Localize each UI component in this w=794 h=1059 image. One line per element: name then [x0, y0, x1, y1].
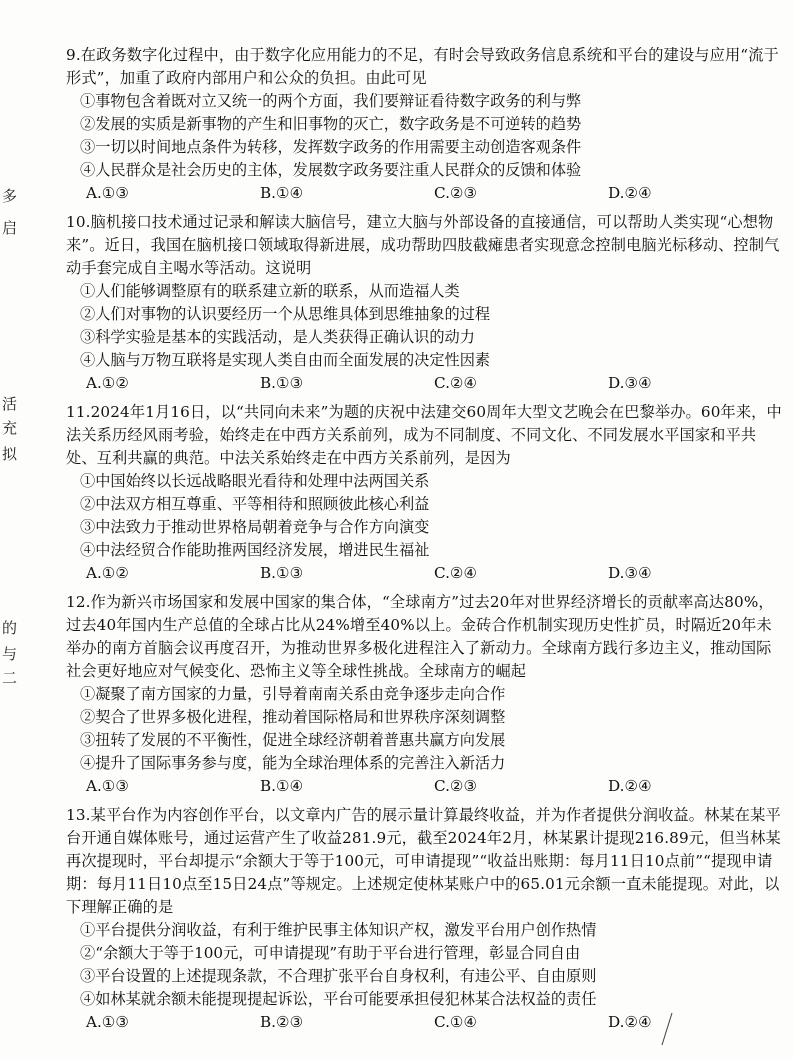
statement-4: ④如林某就余额未能提现提起诉讼，平台可能要承担侵犯林某合法权益的责任	[80, 990, 597, 1008]
answer-choices	[66, 182, 782, 205]
choice-a: A.①②	[86, 374, 130, 392]
question-13	[66, 804, 782, 1034]
margin-char: 拟	[2, 445, 18, 463]
statement-4: ④人脑与万物互联将是实现人类自由而全面发展的决定性因素	[80, 351, 491, 369]
choice-d: D.③④	[608, 374, 652, 392]
question-11	[66, 401, 782, 585]
margin-char: 活	[2, 395, 18, 413]
statement-3: ③扭转了发展的不平衡性，促进全球经济朝着普惠共赢方向发展	[80, 731, 506, 749]
question-stem: 11.2024年1月16日，以“共同向未来”为题的庆祝中法建交60周年大型文艺晚会在巴黎举办。60年来，中法关系历经风雨考验，始终走在中西方关系前列，成为不同制度、不同文化、不同发展水平国家和平共处、互利共赢的典范。中法关系始终走在中西方关系前列，是因为	[66, 403, 782, 467]
question-12	[66, 591, 782, 798]
statement-1: ①中国始终以长远战略眼光看待和处理中法两国关系	[80, 472, 430, 490]
choice-c: C.②③	[434, 777, 478, 795]
statement-2: ②“余额大于等于100元，可申请提现”有助于平台进行管理，彰显合同自由	[80, 944, 581, 962]
choice-b: B.②③	[260, 1013, 304, 1031]
statement-4: ④提升了国际事务参与度，能为全球治理体系的完善注入新活力	[80, 754, 506, 772]
choice-d: D.②④	[608, 184, 652, 202]
statement-1: ①凝聚了南方国家的力量，引导着南南关系由竞争逐步走向合作	[80, 685, 506, 703]
statement-2: ②中法双方相互尊重、平等相待和照顾彼此核心利益	[80, 495, 430, 513]
question-stem: 12.作为新兴市场国家和发展中国家的集合体，“全球南方”过去20年对世界经济增长的贡献率高达80%，过去40年国内生产总值的全球占比从24%增至40%以上。金砖合作机制实现历史性扩员，时隔近20年未举办的南方首脑会议再度召开，为推动世界多极化进程注入了新动力。全球南方践行多边主义，推动国际社会更好地应对气候变化、恐怖主义等全球性挑战。全球南方的崛起	[66, 593, 774, 680]
pen-mark-icon	[658, 1011, 676, 1047]
answer-choices	[66, 775, 782, 798]
statement-2: ②人们对事物的认识要经历一个从思维具体到思维抽象的过程	[80, 305, 491, 323]
statement-3: ③平台设置的上述提现条款，不合理扩张平台自身权利，有违公平、自由原则	[80, 967, 597, 985]
answer-choices	[66, 562, 782, 585]
answer-choices	[66, 372, 782, 395]
choice-a: A.①③	[86, 1013, 130, 1031]
margin-char: 多	[2, 187, 18, 205]
margin-char: 二	[2, 669, 18, 687]
statement-1: ①平台提供分润收益，有利于维护民事主体知识产权，激发平台用户创作热情	[80, 921, 597, 939]
statement-3: ③科学实验是基本的实践活动，是人类获得正确认识的动力	[80, 328, 475, 346]
statement-3: ③中法致力于推动世界格局朝着竞争与合作方向演变	[80, 518, 430, 536]
choice-a: A.①③	[86, 777, 130, 795]
statement-4: ④中法经贸合作能助推两国经济发展，增进民生福祉	[80, 541, 430, 559]
choice-c: C.①④	[434, 1013, 478, 1031]
left-margin-fragments	[0, 0, 40, 1059]
choice-d: D.②④	[608, 1013, 652, 1031]
choice-c: C.②③	[434, 184, 478, 202]
question-9	[66, 44, 782, 205]
choice-c: C.②④	[434, 374, 478, 392]
choice-b: B.①④	[260, 184, 304, 202]
choice-d: D.③④	[608, 564, 652, 582]
choice-b: B.①④	[260, 777, 304, 795]
choice-a: A.①②	[86, 564, 130, 582]
question-stem: 13.某平台作为内容创作平台，以文章内广告的展示量计算最终收益，并为作者提供分润收益。林某在某平台开通自媒体账号，通过运营产生了收益281.9元，截至2024年2月，林某累计提现216.89元，但当林某再次提现时，平台却提示“余额大于等于100元，可申请提现”“收益出账期：每月11日10点前”“提现申请期：每月11日10点至15日24点”等规定。上述规定使林某账户中的65.01元余额一直未能提现。对此，以下理解正确的是	[66, 806, 781, 916]
choice-a: A.①③	[86, 184, 130, 202]
margin-char: 与	[2, 645, 18, 663]
question-10	[66, 211, 782, 395]
margin-char: 充	[2, 419, 18, 437]
choice-b: B.①③	[260, 374, 304, 392]
statement-2: ②契合了世界多极化进程，推动着国际格局和世界秩序深刻调整	[80, 708, 506, 726]
question-list	[66, 44, 782, 1040]
choice-b: B.①③	[260, 564, 304, 582]
choice-c: C.②④	[434, 564, 478, 582]
statement-1: ①人们能够调整原有的联系建立新的联系，从而造福人类	[80, 282, 460, 300]
statement-2: ②发展的实质是新事物的产生和旧事物的灭亡，数字政务是不可逆转的趋势	[80, 115, 582, 133]
statement-4: ④人民群众是社会历史的主体，发展数字政务要注重人民群众的反馈和体验	[80, 161, 582, 179]
statement-3: ③一切以时间地点条件为转移，发挥数字政务的作用需要主动创造客观条件	[80, 138, 582, 156]
margin-char: 启	[2, 219, 18, 237]
question-stem: 10.脑机接口技术通过记录和解读大脑信号，建立大脑与外部设备的直接通信，可以帮助人类实现“心想物来”。近日，我国在脑机接口领域取得新进展，成功帮助四肢截瘫患者实现意念控制电脑光标移动、控制气动手套完成自主喝水等活动。这说明	[66, 213, 780, 277]
margin-char: 的	[2, 619, 18, 637]
statement-1: ①事物包含着既对立又统一的两个方面，我们要辩证看待数字政务的利与弊	[80, 92, 582, 110]
choice-d: D.②④	[608, 777, 652, 795]
question-stem: 9.在政务数字化过程中，由于数字化应用能力的不足，有时会导致政务信息系统和平台的建设与应用“流于形式”，加重了政府内部用户和公众的负担。由此可见	[66, 46, 779, 87]
